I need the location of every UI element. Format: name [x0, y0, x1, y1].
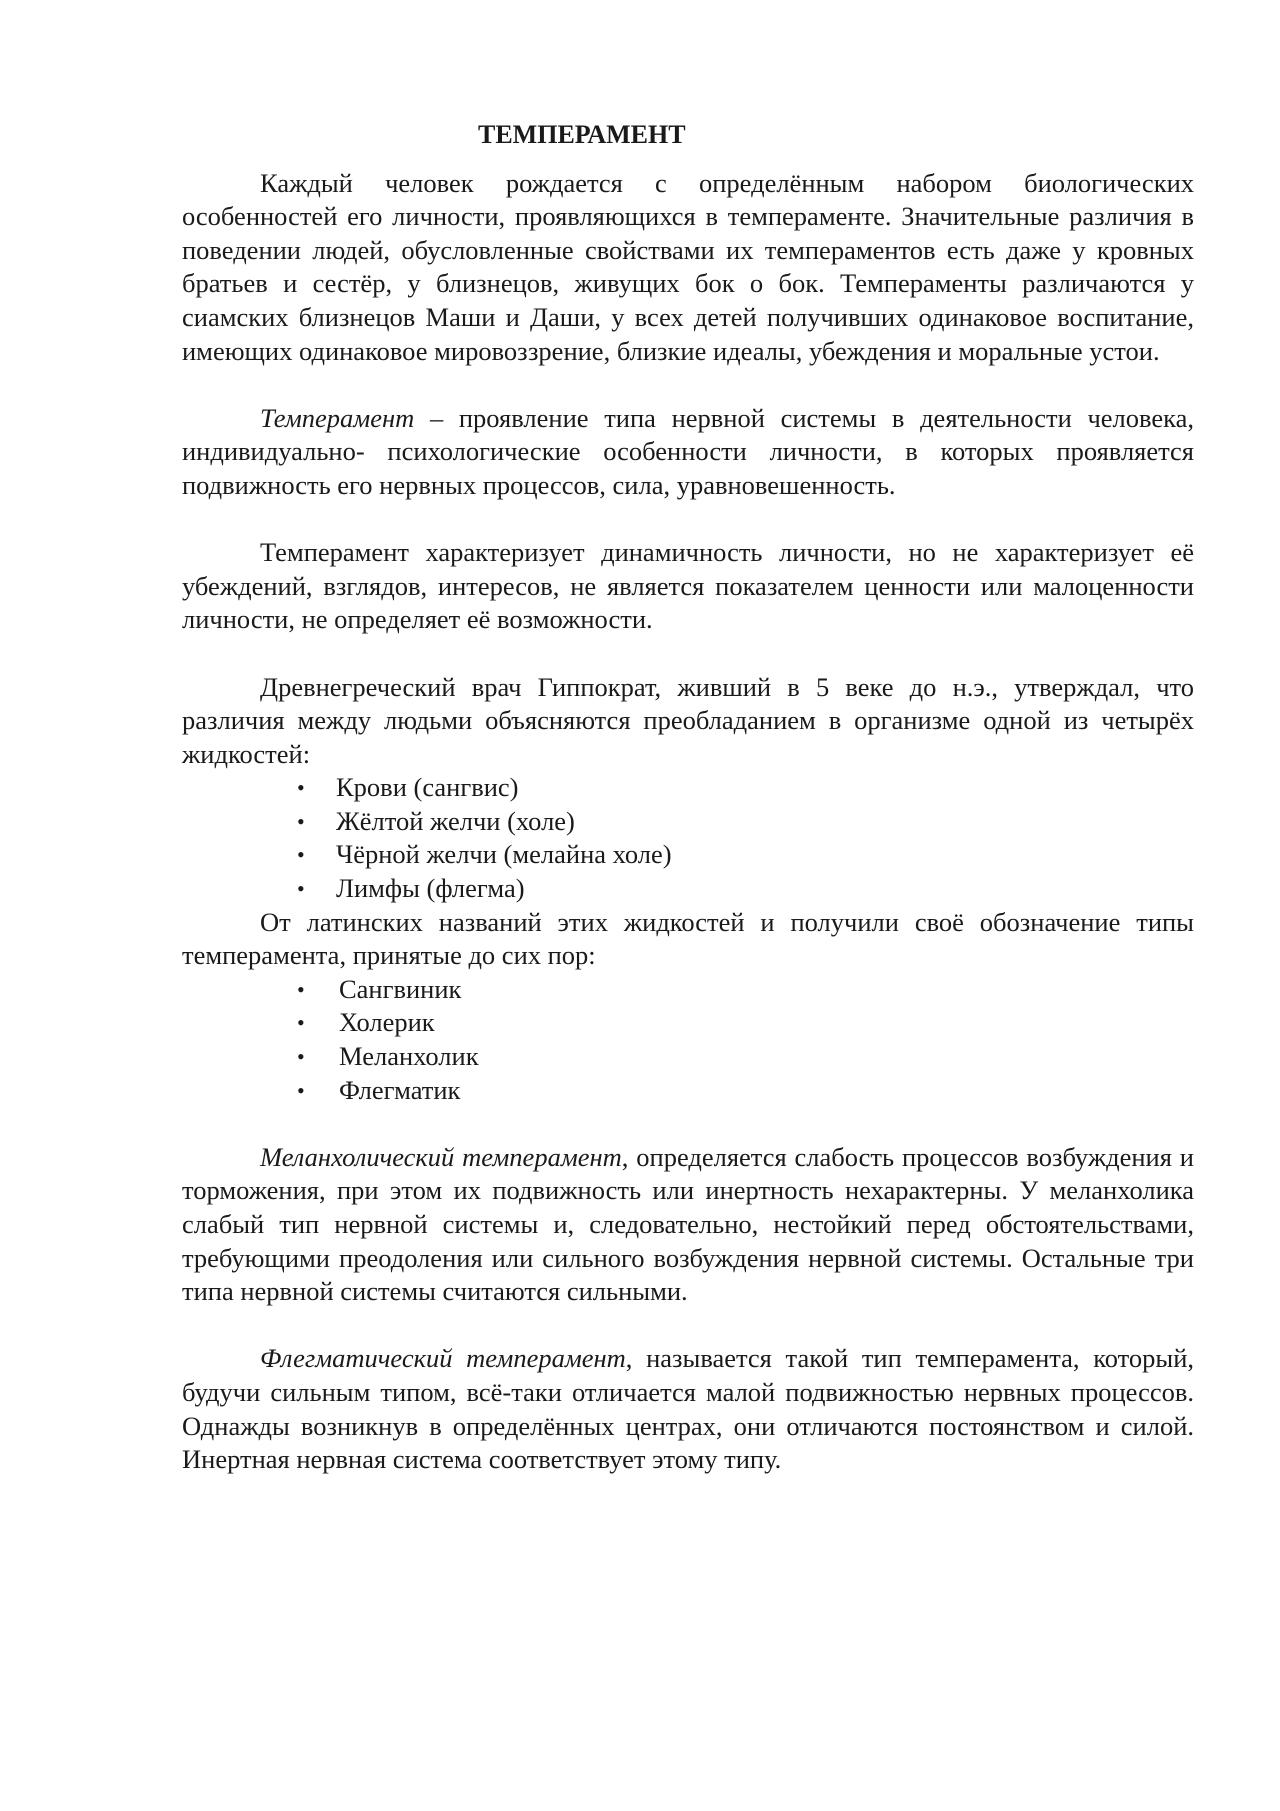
paragraph-hippocrates: Древнегреческий врач Гиппократ, живший в 5 веке до н.э., утверждал, что различия между людьми объясняются преобладанием в организме одной из четырёх жидкостей:: [182, 671, 1194, 769]
types-list: [182, 973, 1194, 1107]
bullet-icon: •: [297, 775, 305, 801]
term-temperament: Темперамент: [260, 402, 415, 433]
list-item: • Сангвиник: [182, 973, 1194, 1007]
bullet-icon: •: [297, 842, 305, 868]
list-item: • Крови (сангвис): [182, 771, 1194, 805]
paragraph-characteristics: Темперамент характеризует динамичность личности, но не характеризует её убеждений, взглядов, интересов, не является показателем ценности или малоценности личности, не определяет её возможности.: [182, 537, 1194, 635]
page-title: ТЕМПЕРАМЕНТ: [478, 120, 686, 149]
phlegmatic-text: , называется такой тип темперамента, который, будучи сильным типом, всё-таки отличается малой подвижностью нервных процессов. Однажды возникнув в определённых центрах, они отличаются постоянством и силой. Инертная нервная система соответствует этому типу.: [182, 1343, 1194, 1475]
paragraph-intro: Каждый человек рождается с определённым набором биологических особенностей его личности, проявляющихся в темпераменте. Значительные различия в поведении людей, обусловленные свойствами их темпераментов есть даже у кровных братьев и сестёр, у близнецов, живущих бок о бок. Темпераменты различаются у сиамских близнецов Маши и Даши, у всех детей получивших одинаковое воспитание, имеющих одинаковое мировоззрение, близкие идеалы, убеждения и моральные устои.: [182, 167, 1194, 366]
paragraph-definition: [182, 402, 1194, 503]
definition-text: – проявление типа нервной системы в деятельности человека, индивидуально- психологические особенности личности, в которых проявляется подвижность его нервных процессов, сила, уравновешенность.: [182, 402, 1194, 500]
paragraph-melancholic: [182, 1141, 1194, 1309]
list-item: • Меланхолик: [182, 1040, 1194, 1074]
document-page: [182, 118, 1194, 1510]
paragraph-phlegmatic: [182, 1342, 1194, 1476]
list-item: • Лимфы (флегма): [182, 872, 1194, 906]
list-item: • Холерик: [182, 1006, 1194, 1040]
bullet-icon: •: [297, 1077, 305, 1103]
fluids-list: [182, 771, 1194, 905]
term-melancholic: Меланхолический темперамент: [260, 1141, 622, 1172]
bullet-icon: •: [297, 876, 305, 902]
list-item: • Жёлтой желчи (холе): [182, 805, 1194, 839]
term-phlegmatic: Флегматический темперамент: [260, 1343, 626, 1374]
melancholic-text: , определяется слабость процессов возбуждения и торможения, при этом их подвижность или инертность нехарактерны. У меланхолика слабый тип нервной системы и, следовательно, нестойкий перед обстоятельствами, требующими преодоления или сильного возбуждения нервной системы. Остальные три типа нервной системы считаются сильными.: [182, 1141, 1194, 1307]
bullet-icon: •: [297, 1010, 305, 1036]
list-item: • Чёрной желчи (мелайна холе): [182, 838, 1194, 872]
bullet-icon: •: [297, 808, 305, 834]
paragraph-latin-names: От латинских названий этих жидкостей и получили своё обозначение типы темперамента, принятые до сих пор:: [182, 906, 1194, 971]
bullet-icon: •: [297, 1044, 305, 1070]
bullet-icon: •: [297, 976, 305, 1002]
list-item: • Флегматик: [182, 1074, 1194, 1108]
